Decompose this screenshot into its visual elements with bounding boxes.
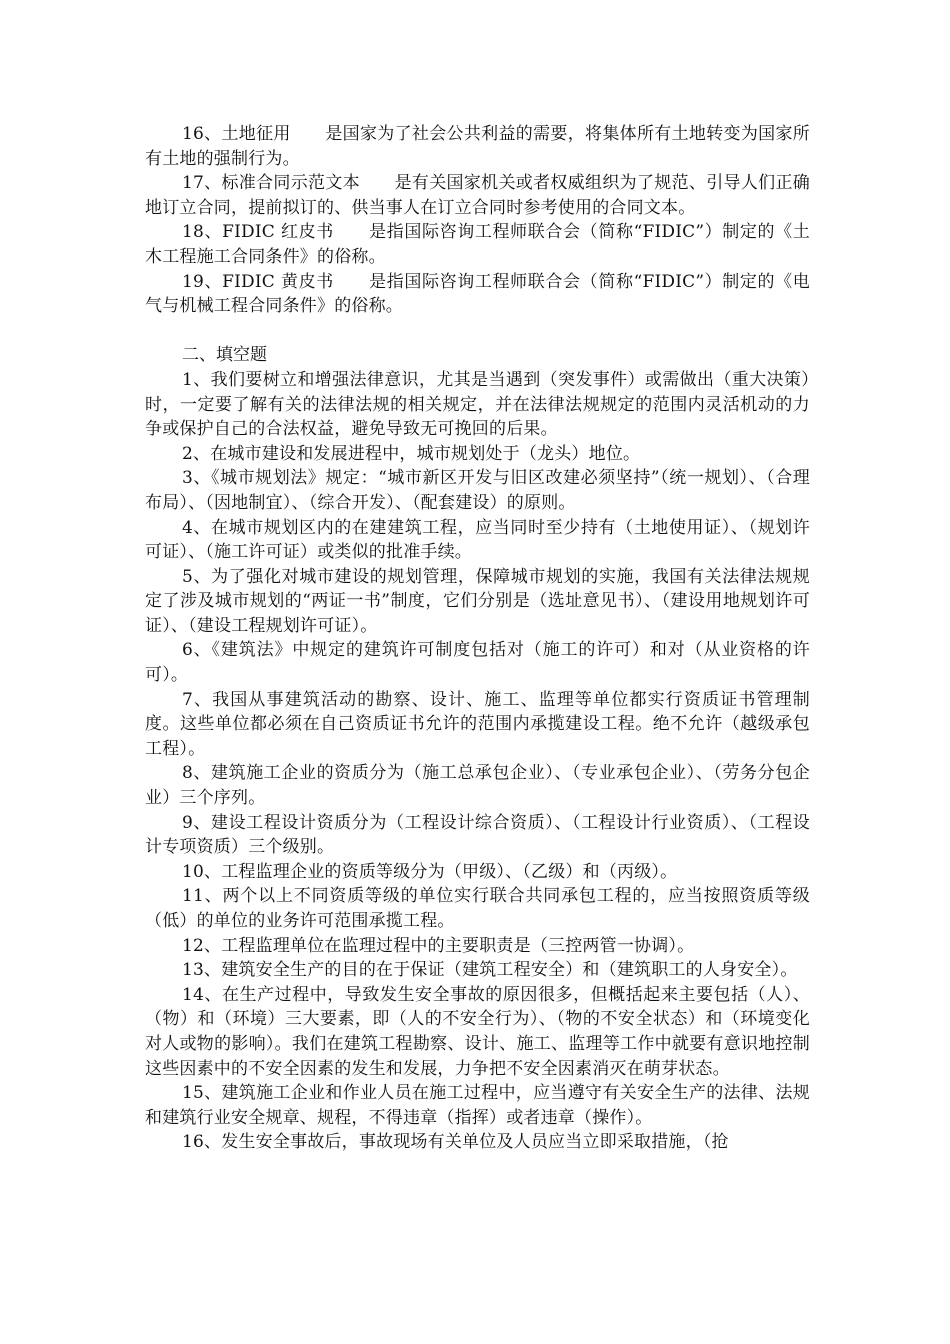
- fill-item-2: 2、在城市建设和发展进程中，城市规划处于（龙头）地位。: [182, 443, 641, 464]
- fill-item-9: 9、建设工程设计资质分为（工程设计综合资质）、（工程设计行业资质）、（工程设计专项资质）三个级别。: [145, 812, 810, 858]
- fill-item-14: 14、在生产过程中，导致发生安全事故的原因很多，但概括起来主要包括（人）、（物）和（环境）三大要素，即（人的不安全行为）、（物的不安全状态）和（环境变化对人或物的影响）。我们在建筑工程勘察、设计、施工、监理等工作中就要有意识地控制这些因素中的不安全因素的发生和发展，力争把不安全因素消灭在萌芽状态。: [145, 984, 810, 1079]
- fill-item-3: 3、《城市规划法》规定：“城市新区开发与旧区改建必须坚持”（统一规划）、（合理布局）、（因地制宜）、（综合开发）、（配套建设）的原则。: [145, 468, 810, 513]
- term-16: 16、土地征用 是国家为了社会公共利益的需要，将集体所有土地转变为国家所有土地的强制行为。: [145, 124, 810, 169]
- fill-item-5: 5、为了强化对城市建设的规划管理，保障城市规划的实施，我国有关法律法规规定了涉及城市规划的“两证一书”制度，它们分别是（选址意见书）、（建设用地规划许可证）、（建设工程规划许可证）。: [145, 566, 810, 636]
- term-18: 18、FIDIC 红皮书 是指国际咨询工程师联合会（简称“FIDIC”）制定的《土木工程施工合同条件》的俗称。: [145, 222, 810, 267]
- document-body: [145, 122, 810, 1155]
- fill-item-13: 13、建筑安全生产的目的在于保证（建筑工程安全）和（建筑职工的人身安全）。: [182, 960, 798, 981]
- fill-item-8: 8、建筑施工企业的资质分为（施工总承包企业）、（专业承包企业）、（劳务分包企业）三个序列。: [145, 763, 810, 809]
- fill-item-15: 15、建筑施工企业和作业人员在施工过程中，应当遵守有关安全生产的法律、法规和建筑行业安全规章、规程，不得违章（指挥）或者违章（操作）。: [145, 1083, 810, 1128]
- fill-item-1: 1、我们要树立和增强法律意识，尤其是当遇到（突发事件）或需做出（重大决策）时，一定要了解有关的法律法规的相关规定，并在法律法规规定的范围内灵活机动的力争或保护自己的合法权益，避免导致无可挽回的后果。: [145, 369, 810, 440]
- term-17: 17、标准合同示范文本 是有关国家机关或者权威组织为了规范、引导人们正确地订立合同，提前拟订的、供当事人在订立合同时参考使用的合同文本。: [145, 173, 810, 218]
- fill-item-4: 4、在城市规划区内的在建建筑工程，应当同时至少持有（土地使用证）、（规划许可证）、（施工许可证）或类似的批准手续。: [145, 517, 810, 563]
- term-19: 19、FIDIC 黄皮书 是指国际咨询工程师联合会（简称“FIDIC”）制定的《电气与机械工程合同条件》的俗称。: [145, 271, 810, 317]
- fill-item-10: 10、工程监理企业的资质等级分为（甲级）、（乙级）和（丙级）。: [182, 861, 678, 882]
- fill-item-11: 11、两个以上不同资质等级的单位实行联合共同承包工程的，应当按照资质等级（低）的单位的业务许可范围承揽工程。: [145, 886, 810, 931]
- fill-item-6: 6、《建筑法》中规定的建筑许可制度包括对（施工的许可）和对（从业资格的许可）。: [145, 640, 810, 686]
- blank-line: [145, 319, 810, 344]
- fill-item-16: 16、发生安全事故后，事故现场有关单位及人员应当立即采取措施，（抢: [182, 1132, 729, 1153]
- fill-item-12: 12、工程监理单位在监理过程中的主要职责是（三控两管一协调）。: [182, 935, 695, 956]
- fill-item-7: 7、我国从事建筑活动的勘察、设计、施工、监理等单位都实行资质证书管理制度。这些单位都必须在自己资质证书允许的范围内承揽建设工程。绝不允许（越级承包工程）。: [145, 689, 810, 759]
- section-title: 二、填空题: [182, 345, 267, 366]
